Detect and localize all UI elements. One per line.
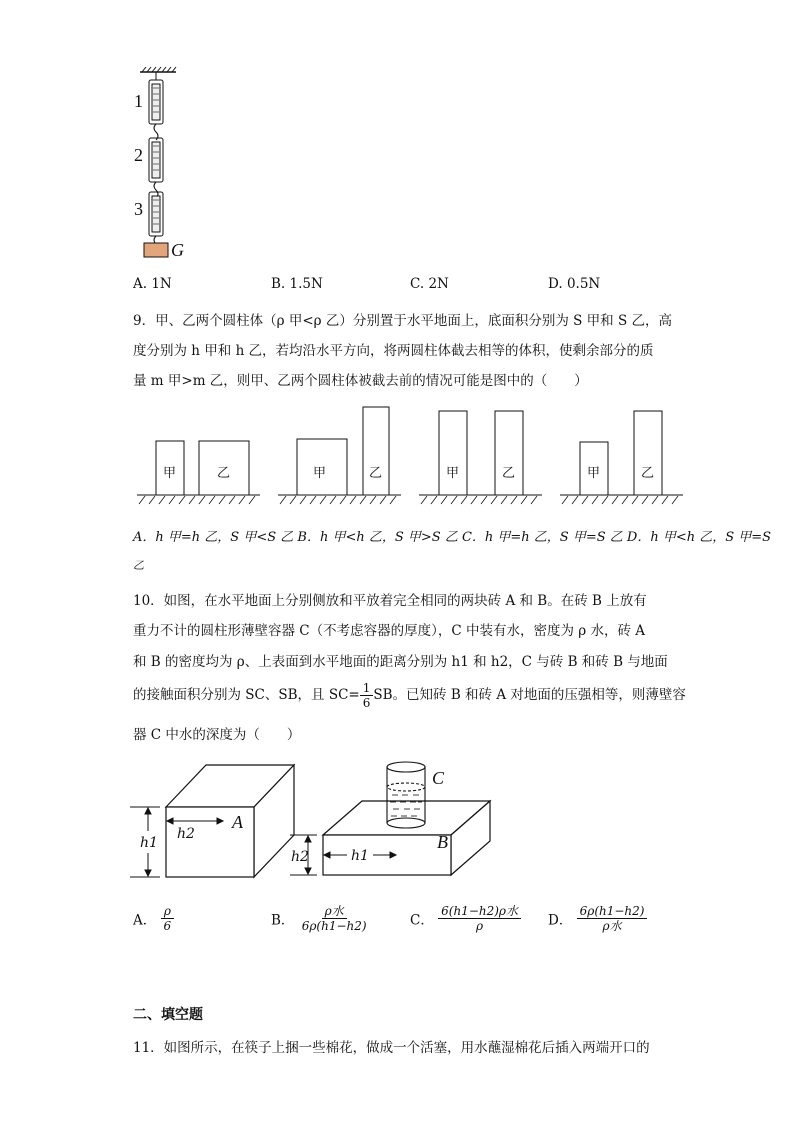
frac-one-sixth: $\frac{1}{6}$ — [360, 681, 374, 710]
brick-b-label: B — [437, 832, 448, 852]
q10-line-5: 器 C 中水的深度为（ ） — [133, 727, 301, 743]
dim-h1-a: h1 — [140, 835, 158, 851]
dim-h2-a: h2 — [177, 826, 195, 842]
container-c-label: C — [432, 768, 445, 788]
q10-option-a[interactable]: A． $\frac{\rho}{6}$ — [133, 904, 174, 933]
brick-a-label: A — [232, 812, 243, 832]
fig-b-yi: 乙 — [369, 466, 383, 481]
q10-line-2: 重力不计的圆柱形薄壁容器 C（不考虑容器的厚度），C 中装有水，密度为 ρ 水，砖 A — [133, 623, 646, 639]
fig-c-jia: 甲 — [446, 466, 460, 481]
bricks-figure — [130, 757, 510, 887]
fig-b-jia: 甲 — [313, 466, 327, 481]
fig-a-yi: 乙 — [217, 466, 231, 481]
q9-line-2: 度分别为 h 甲和 h 乙，若均沿水平方向，将两圆柱体截去相等的体积，使剩余部分的质 — [133, 343, 654, 359]
q10-option-b[interactable]: B． $\frac{\text{ρ水}}{6\rho(h1-h2)}$ — [271, 904, 367, 933]
q8-option-b[interactable]: B. 1.5N — [271, 276, 323, 292]
dim-h1-b: h1 — [351, 848, 369, 864]
q10-line-4: 的接触面积分别为 SC、SB，且 SC= $\frac{1}{6}$ SB。已知砖 B 和砖 A 对地面的压强相等，则薄壁容 — [133, 681, 686, 710]
q8-option-a[interactable]: A. 1N — [133, 276, 172, 292]
q8-option-c[interactable]: C. 2N — [410, 276, 449, 292]
scale-label-3: 3 — [134, 199, 143, 219]
q10-line-3: 和 B 的密度均为 ρ、上表面到水平地面的距离分别为 h1 和 h2，C 与砖 B 和砖 B 与地面 — [133, 654, 668, 670]
weight-label: G — [171, 240, 184, 260]
q11-line-1: 11．如图所示，在筷子上捆一些棉花，做成一个活塞，用水蘸湿棉花后插入两端开口的 — [133, 1040, 650, 1056]
q9-options-line-1[interactable]: A．h 甲=h 乙，S 甲<S 乙 B．h 甲<h 乙，S 甲>S 乙 C．h 甲=h 乙，S 甲=S 乙 D．h 甲<h 乙，S 甲=S — [133, 530, 772, 545]
fig-d-yi: 乙 — [641, 466, 655, 481]
scale-label-1: 1 — [134, 91, 143, 111]
q8-option-d[interactable]: D. 0.5N — [548, 276, 601, 292]
fig-a-jia: 甲 — [163, 466, 177, 481]
q10-option-d[interactable]: D． $\frac{6\rho(h1-h2)}{\text{ρ水}}$ — [548, 904, 647, 933]
dim-h2-b: h2 — [291, 849, 309, 865]
scale-label-2: 2 — [134, 145, 143, 165]
q10-option-c[interactable]: C． $\frac{\text{6(h1−h2)ρ水}}{\rho}$ — [410, 904, 521, 933]
fig-c-yi: 乙 — [502, 466, 516, 481]
q10-line-1: 10．如图，在水平地面上分别侧放和平放着完全相同的两块砖 A 和 B。在砖 B 上放有 — [133, 593, 647, 609]
fig-d-jia: 甲 — [587, 466, 601, 481]
q9-line-1: 9．甲、乙两个圆柱体（ρ 甲<ρ 乙）分别置于水平地面上，底面积分别为 S 甲和 S 乙，高 — [133, 313, 673, 329]
q9-options-line-2: 乙 — [133, 559, 144, 572]
section-heading-fill-blank: 二、填空题 — [133, 1007, 203, 1023]
q9-line-3: 量 m 甲>m 乙，则甲、乙两个圆柱体被截去前的情况可能是图中的（ ） — [133, 373, 588, 389]
cylinders-figure — [135, 405, 685, 510]
